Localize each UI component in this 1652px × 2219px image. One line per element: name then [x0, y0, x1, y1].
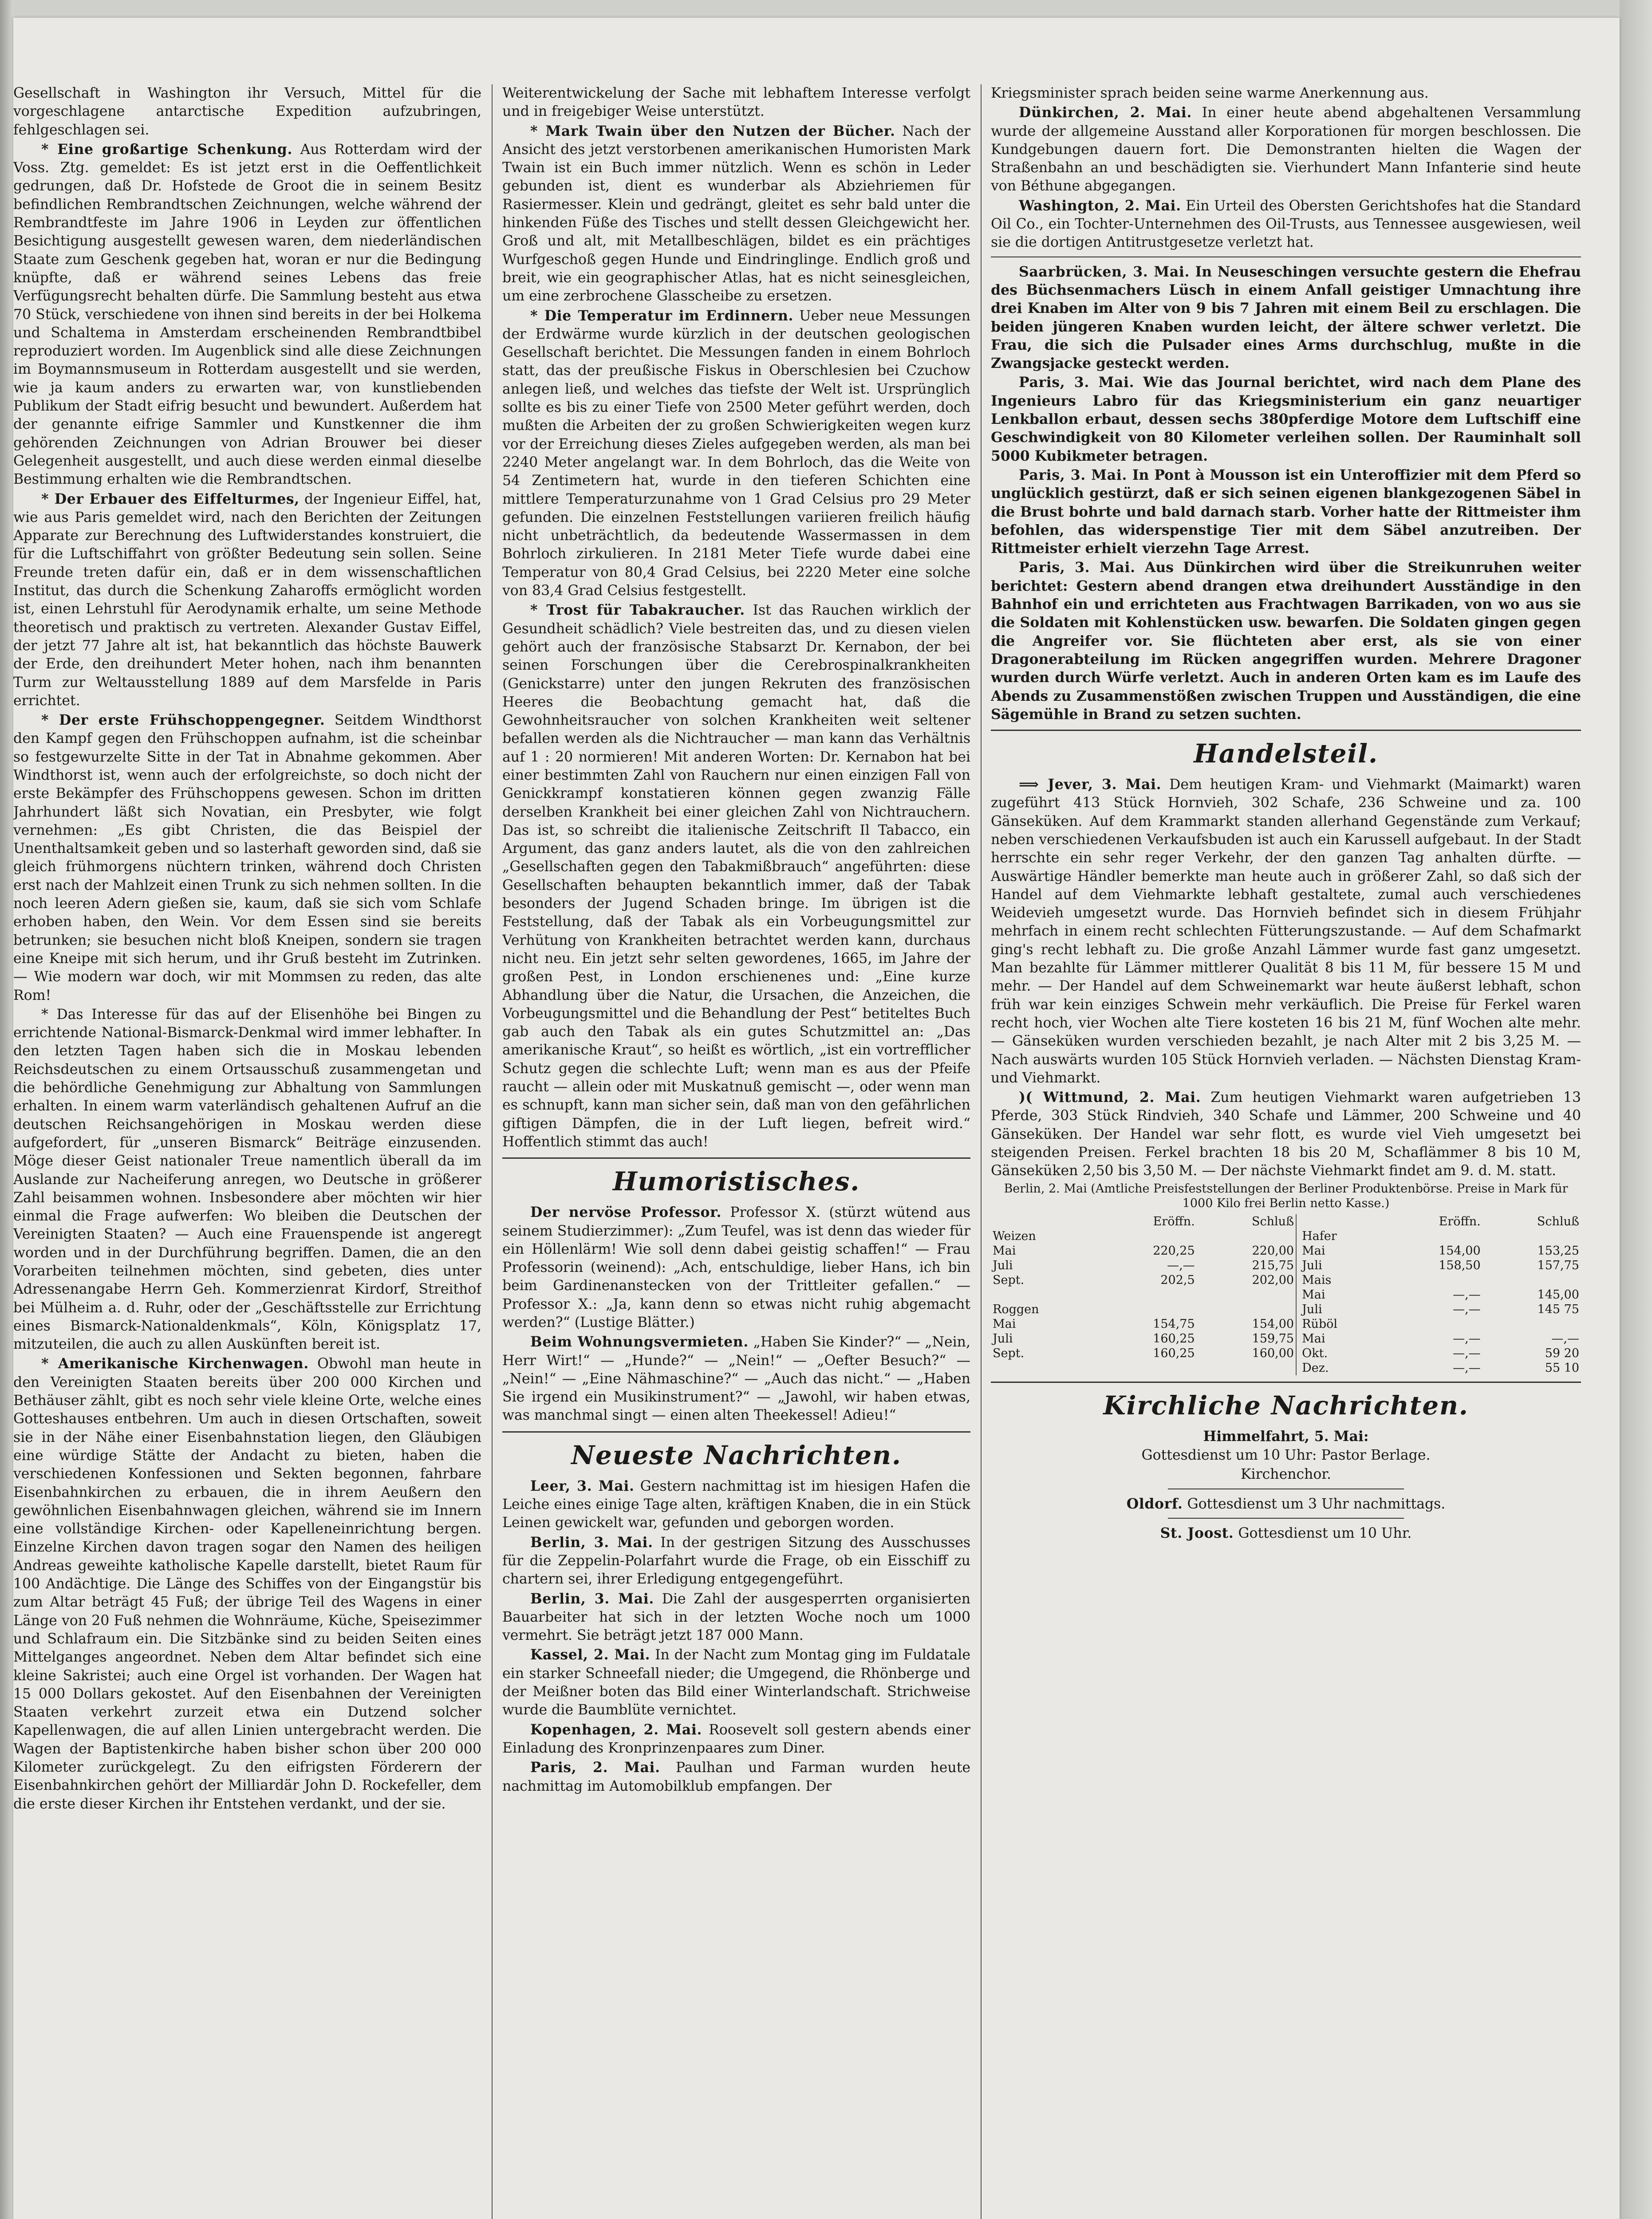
- article-lead: )( Wittmund, 2. Mai.: [1019, 1089, 1201, 1106]
- price-row: [991, 1361, 1581, 1375]
- price-grain: Hafer: [1302, 1229, 1337, 1243]
- article-lead: Paris, 2. Mai.: [530, 1759, 660, 1776]
- article-text: Ein Urteil des Obersten Gerichtshofes hat die Standard Oil Co., ein Tochter-Unternehmen des Oil-Trusts, aus Tennessee ausgewiesen, weil sie die dortigen Antitrustgesetze verletzt hat.: [991, 197, 1581, 251]
- article-text: Aus Dünkirchen wird über die Streikunruhen weiter berichtet: Gestern abend drangen etwa dreihundert Ausständige in den Bahnhof ein und errichteten aus Frachtwagen Barrikaden, von wo aus sie die Soldaten mit Kohlenstücken usw. bewarfen. Die Soldaten gingen gegen die Angreifer vor. Sie flüchteten aber erst, als sie von einer Dragonerabteilung im Rücken angegriffen wurden. Mehrere Dragoner wurden durch Würfe verletzt. Auch in anderen Orten kam es im Laufe des Abends zu Zusammenstößen zwischen Truppen und Ausständigen, die eine Sägemühle in Brand zu setzen suchten.: [991, 559, 1581, 723]
- article-lead: * Amerikanische Kirchenwagen.: [41, 1355, 309, 1372]
- section-heading-church: Kirchliche Nachrichten.: [1103, 1390, 1469, 1421]
- price-grain: Okt.: [1302, 1346, 1328, 1360]
- price-open: 160,25: [1153, 1331, 1195, 1346]
- price-table-separator: [1296, 1258, 1300, 1273]
- article-lead: Kopenhagen, 2. Mai.: [530, 1721, 702, 1738]
- price-open: [1099, 1229, 1197, 1244]
- article-lead: Paris, 3. Mai.: [1019, 374, 1135, 391]
- article-text: Kriegsminister sprach beiden seine warme Anerkennung aus.: [991, 85, 1429, 101]
- article-paragraph: [502, 1533, 970, 1589]
- price-grain: Sept.: [993, 1273, 1025, 1287]
- article-paragraph: [502, 601, 970, 1151]
- column-3: [991, 84, 1581, 2219]
- price-close: 145 75: [1537, 1302, 1579, 1316]
- price-table-header-row: [991, 1214, 1581, 1229]
- article-paragraph: [502, 1721, 970, 1758]
- price-close: 202,00: [1252, 1273, 1294, 1287]
- price-close: 55 10: [1545, 1361, 1579, 1375]
- price-header-open: Eröffn.: [1439, 1214, 1481, 1228]
- article-paragraph: [502, 1646, 970, 1719]
- article-paragraph: [13, 84, 481, 139]
- article-paragraph: [991, 263, 1581, 373]
- section-heading-humor: Humoristisches.: [612, 1166, 860, 1197]
- price-open: 154,75: [1153, 1317, 1195, 1331]
- price-grain: Mai: [993, 1244, 1016, 1258]
- price-table-separator: [1296, 1214, 1300, 1229]
- price-close: [1197, 1302, 1296, 1317]
- article-paragraph: [991, 103, 1581, 195]
- price-close: [1482, 1317, 1581, 1331]
- price-header-open: Eröffn.: [1153, 1214, 1195, 1228]
- price-open: [1384, 1317, 1482, 1331]
- price-close: 157,75: [1537, 1258, 1579, 1272]
- price-header-close: Schluß: [1252, 1214, 1294, 1228]
- church-holiday: Himmelfahrt, 5. Mai:: [1203, 1428, 1369, 1445]
- price-grain: Juli: [1302, 1302, 1322, 1316]
- article-text: Seitdem Windthorst den Kampf gegen den Frühschoppen aufnahm, ist die scheinbar so festgewurzelte Sitte in der Tat in Abnahme gekommen. Aber Windthorst ist, wenn auch der erfolgreichste, so doch nicht der erste Bekämpfer des Frühschoppens gewesen. Schon im dritten Jahrhundert läßt sich Novatian, ein Presbyter, wie folgt vernehmen: „Es gibt Christen, die das Beispiel der Unenthaltsamkeit geben und so lasterhaft geworden sind, daß sie gleich frühmorgens nüchtern trinken, während doch Christen erst nach der Mahlzeit einen Trunk zu sich nehmen sollten. In die noch leeren Adern gießen sie, kaum, daß sie sich vom Schlafe erhoben haben, den Wein. Vor dem Essen sind sie bereits betrunken; sie besuchen nicht bloß Kneipen, sondern sie tragen eine Kneipe mit sich herum, und ihr Gruß besteht im Zutrinken. — Wie modern war doch, wir mit Mommsen zu reden, das alte Rom!: [13, 712, 481, 1003]
- article-paragraph: [13, 140, 481, 489]
- price-row: [991, 1258, 1581, 1273]
- church-line-1: Gottesdienst um 10 Uhr: Pastor Berlage.: [1141, 1447, 1431, 1463]
- price-close: [1482, 1229, 1581, 1244]
- article-paragraph: [991, 84, 1581, 103]
- column-divider: [981, 84, 982, 2219]
- price-open: —,—: [1453, 1331, 1481, 1346]
- article-text: Weiterentwickelung der Sache mit lebhaftem Interesse verfolgt und in freigebiger Weise unterstützt.: [502, 85, 970, 120]
- price-open: [1384, 1229, 1482, 1244]
- church-joost-text: Gottesdienst um 10 Uhr.: [1238, 1525, 1412, 1541]
- price-table-separator: [1296, 1273, 1300, 1287]
- price-grain: Rüböl: [1302, 1317, 1338, 1331]
- article-paragraph: [13, 1006, 481, 1354]
- price-table-separator: [1296, 1244, 1300, 1258]
- price-row: [991, 1287, 1581, 1302]
- price-close: 59 20: [1545, 1346, 1579, 1360]
- article-paragraph: [991, 197, 1581, 252]
- price-grain: Mais: [1302, 1273, 1332, 1287]
- price-open: —,—: [1453, 1302, 1481, 1316]
- article-text: Wie das Journal berichtet, wird nach dem Plane des Ingenieurs Labro für das Kriegsministerium ein ganz neuartiger Lenkballon erbaut, dessen sechs 380pferdige Motore dem Luftschiff eine Geschwindigkeit von 80 Kilometer verleihen sollen. Der Rauminhalt soll 5000 Kubikmeter betragen.: [991, 374, 1581, 464]
- price-open: 202,5: [1160, 1273, 1195, 1287]
- short-rule: [1168, 1518, 1404, 1519]
- price-grain: Juli: [1302, 1258, 1322, 1272]
- column-1: [13, 84, 481, 2219]
- article-lead: Kassel, 2. Mai.: [530, 1646, 651, 1663]
- price-close: 145,00: [1537, 1287, 1579, 1302]
- article-paragraph: [502, 1203, 970, 1332]
- price-row: [991, 1244, 1581, 1258]
- church-joost-place: St. Joost.: [1160, 1524, 1234, 1541]
- price-table-separator: [1296, 1331, 1300, 1346]
- article-paragraph: [502, 307, 970, 600]
- article-text: Gesellschaft in Washington ihr Versuch, Mittel für die vorgeschlagene antarctische Expedition aufzubringen, fehlgeschlagen sei.: [13, 85, 481, 138]
- article-text: In Neuseschingen versuchte gestern die Ehefrau des Büchsenmachers Lüsch in einem Anfall geistiger Umnachtung ihre drei Knaben im Alter von 9 bis 7 Jahren mit einem Beil zu erschlagen. Die beiden jüngeren Knaben wurden leicht, der ältere schwer verletzt. Die Frau, die sich die Pulsader eines Arms durchschlug, mußte in die Zwangsjacke gesteckt werden.: [991, 263, 1581, 372]
- section-heading-trade: Handelsteil.: [1194, 738, 1378, 769]
- article-lead: * Der erste Frühschoppengegner.: [41, 712, 325, 729]
- price-close: [1482, 1273, 1581, 1287]
- article-paragraph: [502, 122, 970, 306]
- price-grain: [991, 1287, 1099, 1302]
- price-header-close: Schluß: [1537, 1214, 1579, 1228]
- article-text: In Pont à Mousson ist ein Unteroffizier mit dem Pferd so unglücklich gestürzt, daß er sich seinen eigenen blankgezogenen Säbel in die Brust bohrte und bald darnach starb. Vorher hatte der Rittmeister ihm befohlen, das widerspenstige Tier mit dem Säbel anzutreiben. Der Rittmeister erhielt vierzehn Tage Arrest.: [991, 466, 1581, 557]
- article-lead: Paris, 3. Mai.: [1019, 559, 1136, 576]
- article-text: In einer heute abend abgehaltenen Versammlung wurde der allgemeine Ausstand aller Korporationen für morgen beschlossen. Die Kundgebungen dauern fort. Die Demonstranten hielten die Wagen der Straßenbahn an und beschädigten sie. Vierhundert Mann Infanterie sind heute von Béthune abgegangen.: [991, 105, 1581, 194]
- column-2: [502, 84, 970, 2219]
- col2-articles: [502, 84, 970, 1151]
- price-open: —,—: [1167, 1258, 1195, 1272]
- article-text: Roosevelt soll gestern abends einer Einladung des Kronprinzenpaares zum Diner.: [502, 1722, 970, 1756]
- article-lead: Der nervöse Professor.: [530, 1204, 722, 1221]
- section-heading-news: Neueste Nachrichten.: [571, 1440, 902, 1470]
- price-table-separator: [1296, 1302, 1300, 1317]
- article-paragraph: [13, 711, 481, 1005]
- article-paragraph: [991, 775, 1581, 1087]
- article-paragraph: [502, 1758, 970, 1796]
- article-paragraph: [502, 1590, 970, 1645]
- article-lead: * Die Temperatur im Erdinnern.: [530, 307, 794, 324]
- price-close: [1197, 1229, 1296, 1244]
- price-row: [991, 1229, 1581, 1244]
- humor-items: [502, 1203, 970, 1425]
- article-paragraph: [502, 1477, 970, 1532]
- price-grain: Mai: [1302, 1287, 1325, 1302]
- price-grain: Juli: [993, 1258, 1013, 1272]
- article-text: In der Nacht zum Montag ging im Fuldatale ein starker Schneefall nieder; die Umgegend, die Rhönberge und der Meißner boten das Bild einer Winterlandschaft. Strichweise wurde die Baumblüte vernichtet.: [502, 1647, 970, 1718]
- price-close: 220,00: [1252, 1244, 1294, 1258]
- article-paragraph: [991, 1088, 1581, 1180]
- article-lead: Washington, 2. Mai.: [1019, 197, 1181, 214]
- price-table-separator: [1296, 1287, 1300, 1302]
- price-grain: Juli: [993, 1331, 1013, 1346]
- church-oldorf-text: Gottesdienst um 3 Uhr nachmittags.: [1187, 1496, 1446, 1512]
- article-text: Ist das Rauchen wirklich der Gesundheit schädlich? Viele bestreiten das, und zu diesen vielen gehört auch der französische Stabsarzt Dr. Kernabon, der bei seinen Forschungen über die Cerebrospinalkrankheiten (Genickstarre) unter den jungen Rekruten des französischen Heeres die Beobachtung gemacht hat, daß die Gewohnheitsraucher von solchen Krankheiten weit seltener befallen werden als die Nichtraucher — man kann das Verhältnis auf 1 : 20 normieren! Mit anderen Worten: Dr. Kernabon hat bei einer bestimmten Zahl von Rauchern nur einen einzigen Fall von Genickkrampf konstatieren können gegen zwanzig Fälle derselben Krankheit bei einer gleichen Zahl von Nichtrauchern. Das ist, so schreibt die italienische Zeitschrift Il Tabacco, ein Argument, das ganz anders lautet, als die von den zahlreichen „Gesellschaften gegen den Tabakmißbrauch“ angeführten: diese Gesellschaften behaupten bekanntlich immer, daß der Tabak besonders der Jugend Schaden bringe. Im übrigen ist die Feststellung, daß der Tabak als ein Vorbeugungsmittel zur Verhütung von Krankheiten betrachtet werden kann, durchaus nicht neu. Ein jetzt sehr selten gewordenes, 1665, im Jahre der großen Pest, in London erschienenes und: „Eine kurze Abhandlung über die Natur, die Ursachen, die Anzeichen, die Vorbeugungsmittel und die Behandlung der Pest“ betiteltes Buch gab auch den Tabak als ein gutes Schutzmittel an: „Das amerikanische Kraut“, so heißt es wörtlich, „ist ein vortrefflicher Schutz gegen die schlechte Luft; wenn man es aus der Pfeife raucht — allein oder mit Muskatnuß gemischt —, oder wenn man es schnupft, kann man sicher sein, daß man von den gefährlichen giftigen Dämpfen, die in der Luft liegen, befreit wird.“ Hoffentlich stimmt das auch!: [502, 602, 970, 1150]
- price-table-separator: [1296, 1229, 1300, 1244]
- article-text: Professor X. (stürzt wütend aus seinem Studierzimmer): „Zum Teufel, was ist denn das wieder für ein Höllenlärm! Wie soll denn dabei geistig schaffen!“ — Frau Professorin (weinend): „Ach, entschuldige, lieber Hans, ich bin beim Gardinenanstecken von der Trittleiter gefallen.“ — Professor X.: „Ja, kann denn so etwas nicht ruhig abgemacht werden?“ (Lustige Blätter.): [502, 1204, 970, 1331]
- price-open: —,—: [1453, 1361, 1481, 1375]
- article-lead: Leer, 3. Mai.: [530, 1477, 635, 1494]
- price-table-separator: [1296, 1317, 1300, 1331]
- article-text: „Haben Sie Kinder?“ — „Nein, Herr Wirt!“ — „Hunde?“ — „Nein!“ — „Oefter Besuch?“ — „Nein!“ — „Eine Nähmaschine?“ — „Auch das nicht.“ — „Haben Sie irgend ein Musikinstrument?“ — „Jawohl, wir haben etwas, was manchmal singt — einen alten Theekessel! Adieu!“: [502, 1334, 970, 1424]
- price-row: [991, 1302, 1581, 1317]
- newspaper-page: [13, 18, 1620, 2219]
- article-lead: Dünkirchen, 2. Mai.: [1019, 104, 1192, 121]
- price-open: 158,50: [1439, 1258, 1481, 1272]
- price-header-blank: [991, 1214, 1099, 1229]
- article-text: Obwohl man heute in den Vereinigten Staaten bereits über 200 000 Kirchen und Bethäuser zählt, gibt es noch sehr viele kleine Orte, welche eines Gotteshauses entbehren. Um auch in diesen Ortschaften, soweit sie in der Nähe einer Eisenbahnstation liegen, den Gläubigen eine würdige Stätte der Andacht zu bieten, haben die verschiedenen Konfessionen und Sekten begonnen, fahrbare Eisenbahnkirchen zu erbauen, die in ihrem Aeußern den gewöhnlichen Eisenbahnwagen gleichen, während sie im Innern eine vollständige Kirchen- oder Kapelleneinrichtung bergen. Einzelne Kirchen davon tragen sogar den Namen des heiligen Andreas geweihte katholische Kapelle darstellt, bietet Raum für 100 Andächtige. Die Länge des Schiffes von der Eingangstür bis zum Altar beträgt 45 Fuß; der übrige Teil des Wagens in einer Länge von 20 Fuß nehmen die Wohnräume, Küche, Speisezimmer und Schlafraum ein. Die Sitzbänke sind zu beiden Seiten eines Mittelganges angeordnet. Neben dem Altar befindet sich eine kleine Sakristei; auch eine Orgel ist vorhanden. Der Wagen hat 15 000 Dollars gekostet. Auf den Eisenbahnen der Vereinigten Staaten verkehrt zurzeit etwa ein Dutzend solcher Kapellenwagen, die auf allen Linien untergebracht werden. Die Wagen der Baptistenkirche haben bisher schon über 200 000 Kilometer zurückgelegt. Zu den eifrigsten Förderern der Eisenbahnkirchen gehört der Milliardär John D. Rockefeller, dem die erste dieser Kirchen ihr Entstehen verdankt, und der sie.: [13, 1356, 481, 1812]
- section-rule: [502, 1431, 970, 1433]
- price-close: 215,75: [1252, 1258, 1294, 1272]
- price-close: —,—: [1551, 1331, 1579, 1346]
- price-table-separator: [1296, 1346, 1300, 1361]
- page-right-edge: [1620, 0, 1652, 2219]
- article-lead: Saarbrücken, 3. Mai.: [1019, 263, 1190, 280]
- price-open: 160,25: [1153, 1346, 1195, 1360]
- price-open: [1099, 1361, 1197, 1375]
- article-text: Zum heutigen Viehmarkt waren aufgetrieben 13 Pferde, 303 Stück Rindvieh, 340 Schafe und Lämmer, 200 Schweine und 40 Gänseküken. Der Handel war sehr flott, es wurde viel Vieh umgesetzt bei steigenden Preisen. Ferkel brachten 18 bis 20 M, Schaflämmer 8 bis 10 M, Gänseküken 2,50 bis 3,50 M. — Der nächste Viehmarkt findet am 9. d. M. statt.: [991, 1090, 1581, 1179]
- article-lead: * Der Erbauer des Eiffelturmes,: [41, 490, 300, 507]
- price-close: [1197, 1361, 1296, 1375]
- price-close: 159,75: [1252, 1331, 1294, 1346]
- article-lead: Berlin, 3. Mai.: [530, 1590, 654, 1607]
- article-paragraph: [502, 1333, 970, 1425]
- price-close: 153,25: [1537, 1244, 1579, 1258]
- price-open: 220,25: [1153, 1244, 1195, 1258]
- price-table-heading: Berlin, 2. Mai (Amtliche Preisfeststellungen der Berliner Produktenbörse. Preise in Mark für 1000 Kilo frei Berlin netto Kasse.): [1004, 1181, 1568, 1210]
- article-lead: Berlin, 3. Mai.: [530, 1534, 653, 1551]
- article-text: Gestern nachmittag ist im hiesigen Hafen die Leiche eines einige Tage alten, kräftigen Knaben, die in ein Stück Leinen gewickelt war, gefunden und geborgen worden.: [502, 1478, 970, 1531]
- article-text: Die Zahl der ausgesperrten organisierten Bauarbeiter hat sich in der letzten Woche noch um 1000 vermehrt. Sie beträgt jetzt 187 000 Mann.: [502, 1591, 970, 1644]
- price-table-separator: [1296, 1361, 1300, 1375]
- price-open: [1384, 1273, 1482, 1287]
- price-grain: Mai: [993, 1317, 1016, 1331]
- price-grain: Weizen: [993, 1229, 1036, 1243]
- article-text: Ueber neue Messungen der Erdwärme wurde kürzlich in der deutschen geologischen Gesellschaft berichtet. Die Messungen fanden in einem Bohrloch statt, das der preußische Fiskus in Oberschlesien bei Czuchow anlegen ließ, und welches das tiefste der Welt ist. Ursprünglich sollte es bis zu einer Tiefe von 2500 Meter geführt werden, doch mußten die Arbeiten der zu großen Schwierigkeiten wegen kurz vor der Erreichung dieses Zieles aufgegeben werden, als man bei 2240 Meter angelangt war. In dem Bohrloch, das die Weite von 54 Zentimetern hat, wurde in den tieferen Schichten eine mittlere Temperaturzunahme von 1 Grad Celsius pro 29 Meter gefunden. Die einzelnen Feststellungen variieren freilich häufig nicht unbeträchtlich, da bedeutende Wassermassen in dem Bohrloch zirkulieren. In 2181 Meter Tiefe wurde dabei eine Temperatur von 80,4 Grad Celsius, bei 2220 Meter eine solche von 83,4 Grad Celsius festgestellt.: [502, 308, 970, 599]
- church-oldorf: [991, 1495, 1581, 1513]
- article-lead: Paris, 3. Mai.: [1019, 466, 1127, 483]
- article-lead: ⟹ Jever, 3. Mai.: [1019, 776, 1162, 793]
- article-lead: * Mark Twain über den Nutzen der Bücher.: [530, 122, 895, 139]
- article-paragraph: [991, 558, 1581, 723]
- price-grain: Roggen: [993, 1302, 1039, 1316]
- price-open: [1099, 1302, 1197, 1317]
- price-grain: Mai: [1302, 1244, 1325, 1258]
- price-grain: [991, 1361, 1099, 1375]
- price-close: 154,00: [1252, 1317, 1294, 1331]
- article-lead: * Trost für Tabakraucher.: [530, 602, 745, 619]
- article-text: der Ingenieur Eiffel, hat, wie aus Paris gemeldet wird, nach den Berichten der Zeitungen Apparate zur Berechnung des Luftwiderstandes konstruiert, die für die Luftschiffahrt von größter Bedeutung sein sollen. Seine Freunde treten dafür ein, daß er in dem wissenschaftlichen Institut, das durch die Schenkung Zaharoffs ermöglicht worden ist, einen Lehrstuhl für Aerodynamik erhalte, um seine Methode theoretisch und praktisch zu vertreten. Alexander Gustav Eiffel, der jetzt 77 Jahre alt ist, hat bekanntlich das höchste Bauwerk der Erde, den dreihundert Meter hohen, nach ihm benannten Turm zur Weltausstellung 1889 auf dem Marsfelde in Paris errichtet.: [13, 491, 481, 709]
- price-close: [1197, 1287, 1296, 1302]
- price-grain: Dez.: [1302, 1361, 1329, 1375]
- church-line-2: Kirchenchor.: [1240, 1466, 1332, 1483]
- price-close: 160,00: [1252, 1346, 1294, 1360]
- news-items-continued: [991, 84, 1581, 252]
- article-paragraph: [991, 373, 1581, 465]
- article-paragraph: [991, 466, 1581, 557]
- price-grain: Mai: [1302, 1331, 1325, 1346]
- article-paragraph: [13, 1354, 481, 1813]
- page-left-edge: [0, 0, 13, 2219]
- section-rule: [502, 1157, 970, 1159]
- section-rule: [991, 1382, 1581, 1383]
- church-oldorf-place: Oldorf.: [1126, 1495, 1183, 1512]
- article-text: Paulhan und Farman wurden heute nachmittag im Automobilklub empfangen. Der: [502, 1760, 970, 1794]
- price-open: 154,00: [1439, 1244, 1481, 1258]
- article-text: * Das Interesse für das auf der Elisenhöhe bei Bingen zu errichtende National-Bismarck-Denkmal wird immer lebhafter. In den letzten Tagen haben sich die in Moskau lebenden Reichsdeutschen zu einem Ortsausschuß zusammengetan und die behördliche Genehmigung zur Abhaltung von Sammlungen erhalten. In einem warm vaterländisch gehaltenen Aufruf an die deutschen Reichsangehörigen in Moskau werden diese aufgefordert, für „unseren Bismarck“ Beiträge einzusenden. Möge dieser Geist nationaler Treue namentlich überall da im Auslande zur Nacheiferung anregen, wo Deutsche in größerer Zahl beisammen wohnen. Insbesondere aber möchten wir hier einmal die Frage aufwerfen: Wo bleiben die Deutschen der Vereinigten Staaten? — Auch eine Frauenspende ist angeregt worden und in der Durchführung begriffen. Damen, die an den Vorarbeiten teilnehmen möchten, sind gebeten, dies unter Adressenangabe Herrn Geh. Kommerzienrat Kirdorf, Streithof bei Mülheim a. d. Ruhr, oder der „Geschäftsstelle zur Errichtung eines Bismarck-Nationaldenkmals“, Köln, Königsplatz 17, mitzuteilen, die auch zu allen Auskünften bereit ist.: [13, 1006, 481, 1353]
- article-text: Aus Rotterdam wird der Voss. Ztg. gemeldet: Es ist jetzt erst in die Oeffentlichkeit gedrungen, daß Dr. Hofstede de Groot die in seinem Besitz befindlichen Rembrandtschen Zeichnungen, welche während der Rembrandtfeste im Jahre 1906 in Leyden zur öffentlichen Besichtigung ausgestellt gewesen waren, dem niederländischen Staate zum Geschenk gegeben hat, woran er nur die Bedingung knüpfte, daß er während seines Lebens das freie Verfügungsrecht behalten dürfe. Die Sammlung besteht aus etwa 70 Stück, verschiedene von ihnen sind bereits in der bei Holkema und Schaltema in Amsterdam erscheinenden Rembrandtbibel reproduziert worden. Im Augenblick sind alle diese Zeichnungen im Boymannsmuseum in Rotterdam ausgestellt und sie werden, wie ja kaum anders zu erwarten war, von kunstliebenden Publikum der Stadt eifrig besucht und bewundert. Außerdem hat der genannte eifrige Sammler und Kunstkenner die ihm gehörenden Zeichnungen von Adrian Brouwer bei dieser Gelegenheit ausgestellt, und auch diese werden einmal dieselbe Bestimmung erhalten wie die Rembrandtschen.: [13, 141, 481, 488]
- article-lead: Beim Wohnungsvermieten.: [530, 1334, 749, 1350]
- price-row: [991, 1273, 1581, 1287]
- article-paragraph: [502, 84, 970, 121]
- news-items-bold: [991, 263, 1581, 723]
- article-paragraph: [13, 490, 481, 711]
- column-divider: [492, 84, 493, 2219]
- church-joost: [991, 1524, 1581, 1543]
- article-text: Dem heutigen Kram- und Viehmarkt (Maimarkt) waren zugeführt 413 Stück Hornvieh, 302 Schafe, 236 Schweine und za. 100 Gänseküken. Auf dem Krammarkt standen allerhand Gegenstände zum Verkauf; neben verschiedenen Verkaufsbuden ist auch ein Karussell aufgebaut. In der Stadt herrschte ein sehr reger Verkehr, der den ganzen Tag anhalten dürfte. — Auswärtige Händler bemerkte man heute auch in größerer Zahl, so daß sich der Handel auf dem Viehmarkte lebhaft gestaltete, zumal auch verschiedenes Weidevieh umgesetzt wurde. Das Hornvieh befindet sich in diesem Frühjahr mehrfach in einem recht schlechten Fütterungszustande. — Auf dem Schafmarkt ging's recht lebhaft zu. Die große Anzahl Lämmer wurde fast ganz umgesetzt. Man bezahlte für Lämmer mittlerer Qualität 8 bis 11 M, für bessere 15 M und mehr. — Der Handel auf dem Schweinemarkt war heute äußerst lebhaft, schon früh war kein einziges Schwein mehr verkäuflich. Die Preise für Ferkel waren recht hoch, vier Wochen alte Tiere kosteten 16 bis 21 M, fünf Wochen alte mehr. — Gänseküken wurden verschieden bezahlt, je nach Alter mit 2 bis 3,25 M. — Nach auswärts wurden 105 Stück Hornvieh verladen. — Nächsten Dienstag Kram- und Viehmarkt.: [991, 777, 1581, 1086]
- trade-items: [991, 775, 1581, 1181]
- price-row: [991, 1331, 1581, 1346]
- price-open: [1099, 1287, 1197, 1302]
- price-header-blank: [1300, 1214, 1384, 1229]
- news-items: [502, 1477, 970, 1796]
- article-lead: * Eine großartige Schenkung.: [41, 141, 293, 158]
- article-text: In der gestrigen Sitzung des Ausschusses für die Zeppelin-Polarfahrt wurde die Frage, ob ein Eisschiff zu chartern sei, ihrer Erledigung entgegengeführt.: [502, 1534, 970, 1587]
- price-table: [991, 1214, 1581, 1375]
- price-row: [991, 1317, 1581, 1331]
- price-open: —,—: [1453, 1346, 1481, 1360]
- article-text: Nach der Ansicht des jetzt verstorbenen amerikanischen Humoristen Mark Twain ist ein Buch immer nützlich. Wenn es schön in Leder gebunden ist, dient es wunderbar als Abziehriemen für Rasiermesser. Klein und gedrängt, gleitet es sehr bald unter die hinkenden Füße des Tisches und stellt dessen Gleichgewicht her. Groß und alt, mit Metallbeschlägen, bildet es ein prächtiges Wurfgeschoß gegen Hunde und Eindringlinge. Endlich groß und breit, wie ein geographischer Atlas, hat es nicht seinesgleichen, um eine zerbrochene Glasscheibe zu ersetzen.: [502, 123, 970, 304]
- price-row: [991, 1346, 1581, 1361]
- section-rule: [991, 730, 1581, 731]
- price-grain: Sept.: [993, 1346, 1025, 1360]
- price-open: —,—: [1453, 1287, 1481, 1302]
